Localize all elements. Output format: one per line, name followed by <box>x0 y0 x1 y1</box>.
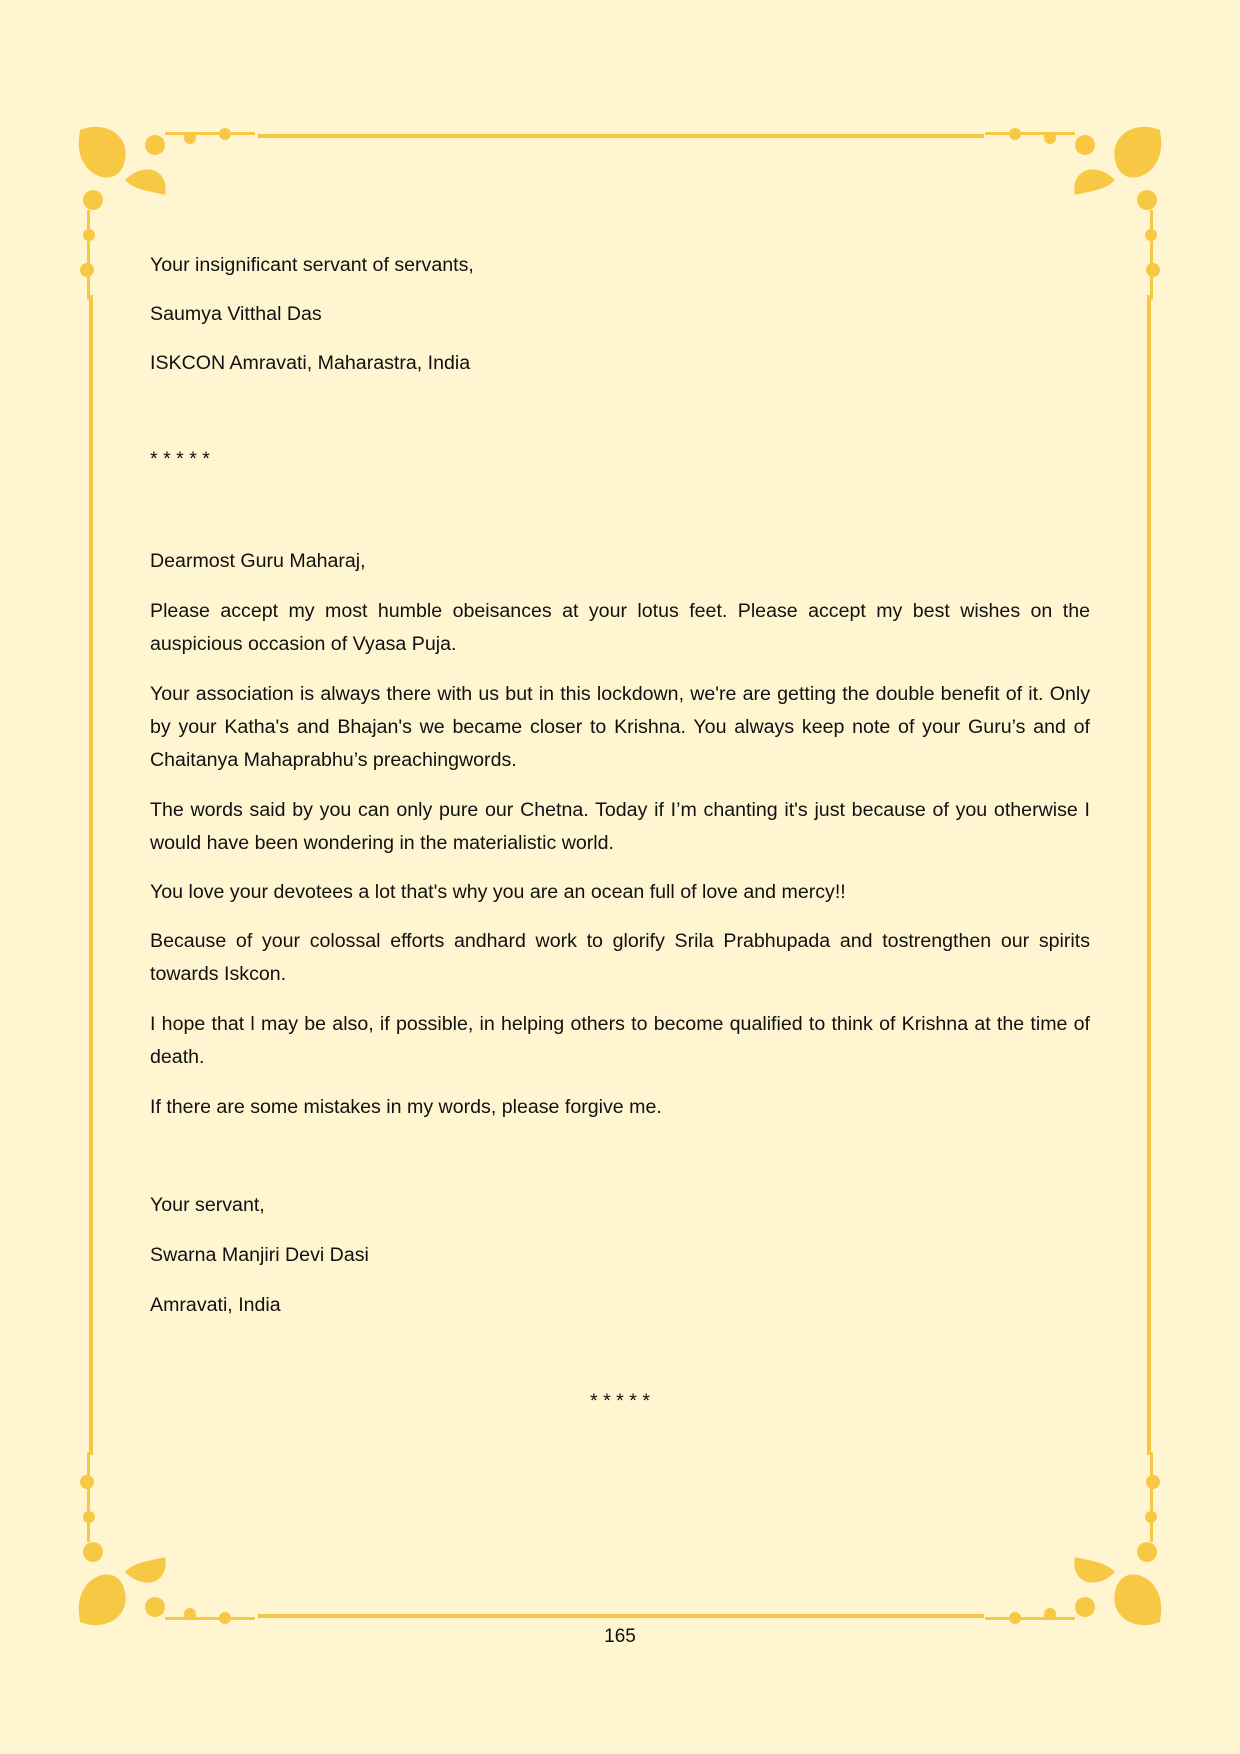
border-right <box>1147 295 1151 1455</box>
signature-closing: Your insignificant servant of servants, <box>150 254 474 276</box>
signature-location: Amravati, India <box>150 1294 281 1316</box>
corner-ornament-icon <box>985 1452 1165 1632</box>
separator: * * * * * <box>590 1390 650 1412</box>
signature-name: Saumya Vitthal Das <box>150 303 322 325</box>
signature-name: Swarna Manjiri Devi Dasi <box>150 1244 369 1266</box>
paragraph: Please accept my most humble obeisances at your lotus feet. Please accept my best wishes on the auspicious occasion of Vyasa Puja. <box>150 600 1090 655</box>
paragraph: Because of your colossal efforts andhard work to glorify Srila Prabhupada and tostrengthen our spirits towards Iskcon. <box>150 930 1090 985</box>
border-bottom <box>258 1614 984 1618</box>
paragraph: If there are some mistakes in my words, please forgive me. <box>150 1096 662 1118</box>
paragraph: I hope that l may be also, if possible, in helping others to become qualified to think of Krishna at the time of death. <box>150 1013 1090 1068</box>
page-number: 165 <box>604 1626 636 1647</box>
salutation: Dearmost Guru Maharaj, <box>150 550 366 572</box>
corner-ornament-icon <box>75 1452 255 1632</box>
signature-closing: Your servant, <box>150 1194 265 1216</box>
paragraph: The words said by you can only pure our Chetna. Today if I’m chanting it's just because of you otherwise I would have been wondering in the materialistic world. <box>150 799 1090 854</box>
border-top <box>258 134 984 138</box>
border-left <box>89 295 93 1455</box>
signature-location: ISKCON Amravati, Maharastra, India <box>150 352 471 374</box>
paragraph: Your association is always there with us but in this lockdown, we're are getting the double benefit of it. Only by your Katha's and Bhajan's we became closer to Krishna. You always keep note of your Guru’s and of Chaitanya Mahaprabhu’s preachingwords. <box>150 683 1090 771</box>
separator: * * * * * <box>150 448 210 470</box>
paragraph: You love your devotees a lot that's why you are an ocean full of love and mercy!! <box>150 881 846 903</box>
